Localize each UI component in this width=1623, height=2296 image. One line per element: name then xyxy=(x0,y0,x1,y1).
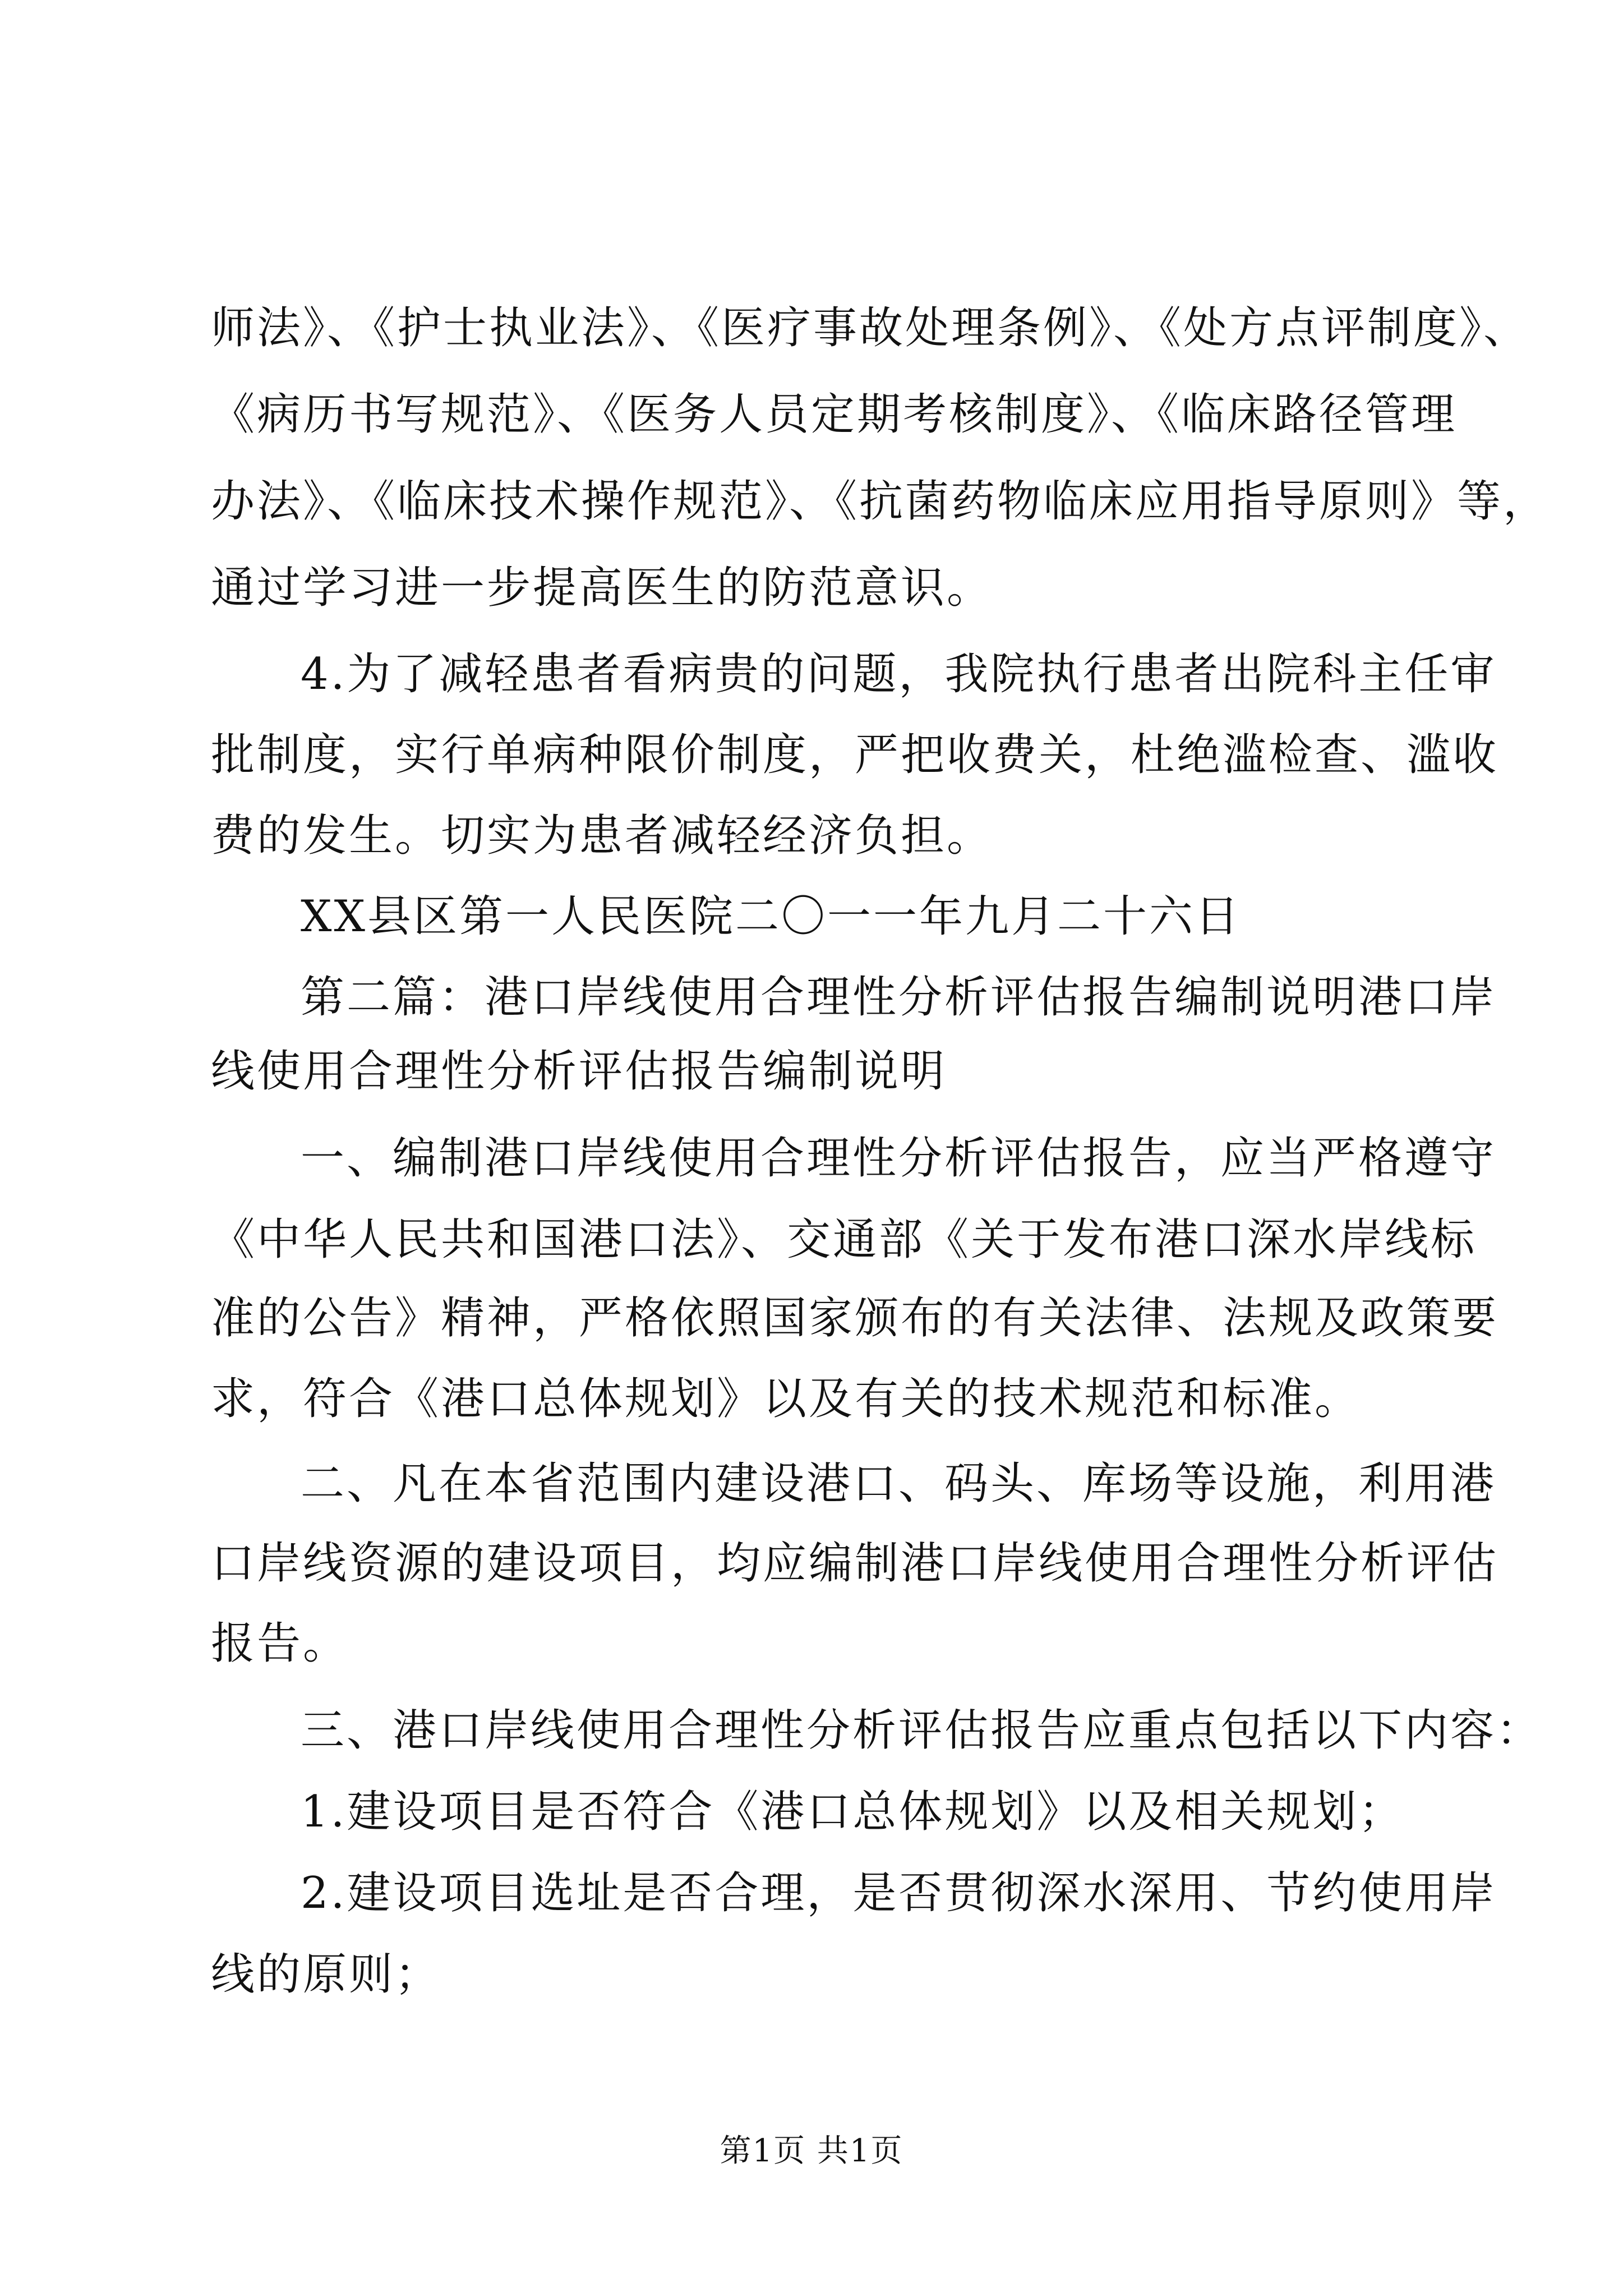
text-line: 批制度，实行单病种限价制度，严把收费关，杜绝滥检查、滥收 xyxy=(211,730,1499,780)
text-line: 费的发生。切实为患者减轻经济负担。 xyxy=(211,811,993,861)
page-number-footer: 第1页 共1页 xyxy=(720,2133,903,2169)
text-line: 办法》、《临床技术操作规范》、《抗菌药物临床应用指导原则》等， xyxy=(211,476,1550,527)
text-line: 三、港口岸线使用合理性分析评估报告应重点包括以下内容： xyxy=(301,1705,1543,1756)
text-line: 二、凡在本省范围内建设港口、码头、库场等设施，利用港 xyxy=(301,1458,1497,1509)
text-line: 线使用合理性分析评估报告编制说明 xyxy=(211,1046,947,1097)
text-line: 求，符合《港口总体规划》以及有关的技术规范和标准。 xyxy=(211,1374,1361,1424)
text-line: 第二篇：港口岸线使用合理性分析评估报告编制说明港口岸 xyxy=(301,972,1497,1023)
text-line: 师法》、《护士执业法》、《医疗事故处理条例》、《处方点评制度》、 xyxy=(211,303,1530,353)
text-line: 《病历书写规范》、《医务人员定期考核制度》、《临床路径管理 xyxy=(211,389,1458,440)
text-line: 2.建设项目选址是否合理，是否贯彻深水深用、节约使用岸 xyxy=(301,1868,1497,1918)
text-line: 4.为了减轻患者看病贵的问题，我院执行患者出院科主任审 xyxy=(301,649,1497,700)
text-line: 线的原则； xyxy=(211,1949,441,2000)
text-line: XX县区第一人民医院二〇一一年九月二十六日 xyxy=(301,891,1242,942)
text-line: 口岸线资源的建设项目，均应编制港口岸线使用合理性分析评估 xyxy=(211,1538,1499,1589)
text-line: 报告。 xyxy=(211,1618,349,1669)
text-line: 1.建设项目是否符合《港口总体规划》以及相关规划； xyxy=(301,1787,1405,1837)
text-line: 准的公告》精神，严格依照国家颁布的有关法律、法规及政策要 xyxy=(211,1293,1499,1343)
text-line: 《中华人民共和国港口法》、交通部《关于发布港口深水岸线标 xyxy=(211,1214,1477,1265)
text-line: 通过学习进一步提高医生的防范意识。 xyxy=(211,563,993,613)
text-line: 一、编制港口岸线使用合理性分析评估报告，应当严格遵守 xyxy=(301,1133,1497,1184)
